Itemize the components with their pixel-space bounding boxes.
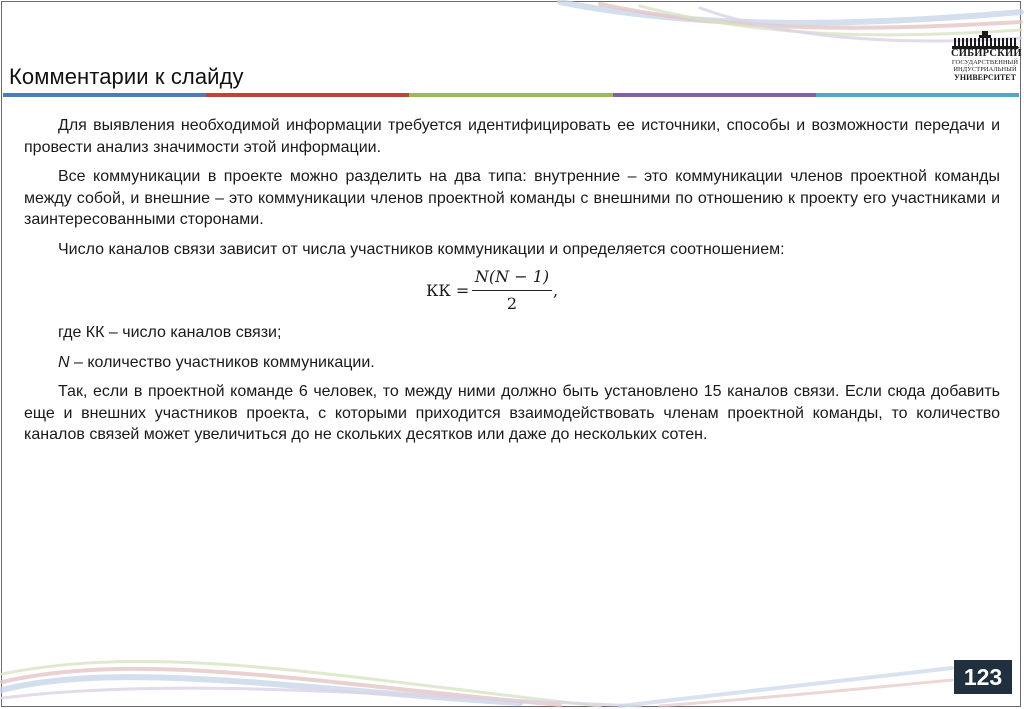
logo-line-2: ГОСУДАРСТВЕННЫЙ [951, 59, 1019, 66]
building-icon [952, 31, 1018, 49]
paragraph-example: Так, если в проектной команде 6 человек, то между ними должно быть установлено 15 каналов связи. Если сюда добавить еще и внешних участников проекта, с которыми приходится взаимодействовать членам проектной команды, то количество каналов связей может увеличиться до не скольких десятков или даже до нескольких сотен. [24, 383, 1000, 443]
formula-comma: , [553, 281, 559, 300]
formula-lhs: КК = [426, 281, 470, 300]
paragraph-kk-definition: где КК – число каналов связи; [58, 324, 282, 341]
page-number-badge: 123 [954, 660, 1012, 694]
channel-count-formula [24, 266, 1000, 316]
color-divider-bar [3, 93, 1019, 97]
logo-line-1: СИБИРСКИЙ [951, 48, 1022, 59]
slide-body [24, 115, 1000, 454]
paragraph-n-definition [24, 352, 1000, 374]
formula-fraction [472, 266, 552, 314]
paragraph-channel-count-intro: Число каналов связи зависит от числа участников коммуникации и определяется соотношением: [58, 240, 785, 258]
logo-line-4: УНИВЕРСИТЕТ [954, 73, 1016, 82]
divider-segment-green [409, 93, 612, 97]
n-definition-text: – количество участников коммуникации. [69, 353, 375, 371]
university-logo [951, 31, 1022, 89]
slide-title: Комментарии к слайду [9, 64, 244, 89]
divider-segment-blue [3, 93, 206, 97]
n-symbol: N [58, 353, 70, 371]
formula-denominator: 2 [506, 293, 518, 313]
paragraph-communication-types: Все коммуникации в проекте можно разделить на два типа: внутренние – это коммуникации членов проектной команды между собой, и внешние – это коммуникации членов проектной команды с внешними по отношению к проекту его участниками и заинтересованными сторонами. [24, 168, 1000, 228]
divider-segment-red [206, 93, 409, 97]
logo-line-3: ИНДУСТРИАЛЬНЫЙ [953, 66, 1017, 73]
divider-segment-cyan [816, 93, 1019, 97]
formula-numerator: N(N − 1) [472, 266, 552, 291]
paragraph-information-sources: Для выявления необходимой информации требуется идентифицировать ее источники, способы и возможности передачи и провести анализ значимости этой информации. [24, 117, 1000, 156]
divider-segment-purple [613, 93, 816, 97]
